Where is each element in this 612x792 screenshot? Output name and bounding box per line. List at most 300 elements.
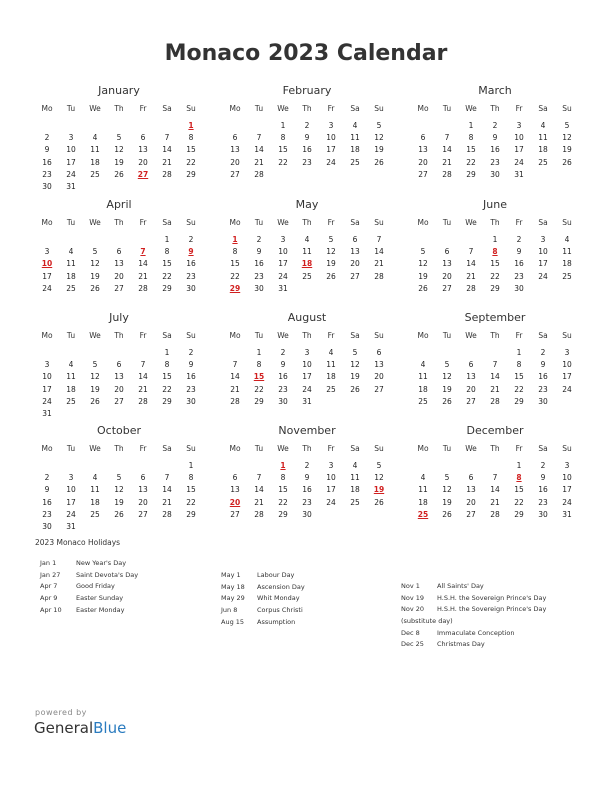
day-cell: 11 <box>562 247 572 257</box>
day-cell: 7 <box>256 473 262 483</box>
day-cell: 31 <box>66 181 76 191</box>
holiday-entry <box>221 582 305 594</box>
day-cell: 31 <box>278 283 288 293</box>
day-cell: 30 <box>186 396 196 406</box>
day-cell: 21 <box>374 259 384 269</box>
day-cell: 22 <box>186 497 196 507</box>
weekday-label: Tu <box>66 218 76 227</box>
week-row <box>411 144 579 156</box>
day-cell: 17 <box>562 485 572 495</box>
weekday-label: Mo <box>417 218 429 227</box>
week-row <box>223 132 391 144</box>
day-cell: 31 <box>514 169 524 179</box>
day-cell <box>555 283 579 295</box>
month-july <box>35 310 203 420</box>
day-cell: 12 <box>562 133 572 143</box>
month-name: June <box>483 198 507 211</box>
holiday-name: New Year's Day <box>76 559 127 567</box>
generalblue-logo[interactable] <box>34 719 126 737</box>
week-row <box>35 472 203 484</box>
day-cell: 27 <box>230 509 240 519</box>
month-august <box>223 310 391 408</box>
day-cell: 17 <box>42 384 52 394</box>
day-cell: 14 <box>138 259 148 269</box>
day-cell: 28 <box>230 396 240 406</box>
day-cell: 20 <box>374 372 384 382</box>
day-cell: 18 <box>418 497 428 507</box>
day-cell: 24 <box>42 283 52 293</box>
weekday-label: Fr <box>327 444 335 453</box>
day-cell: 21 <box>162 497 172 507</box>
day-cell: 30 <box>538 396 548 406</box>
day-cell: 4 <box>540 121 546 130</box>
day-cell: 1 <box>468 121 474 130</box>
day-cell: 22 <box>162 384 172 394</box>
day-cell <box>295 283 319 295</box>
weekday-header <box>223 328 391 343</box>
day-cell: 14 <box>254 485 264 495</box>
day-cell: 16 <box>514 259 524 269</box>
holiday-date: Apr 9 <box>40 594 58 603</box>
day-cell: 14 <box>374 247 384 257</box>
day-cell: 23 <box>42 509 52 519</box>
day-cell: 8 <box>280 133 286 143</box>
day-cell: 27 <box>442 283 452 293</box>
day-cell: 24 <box>538 271 548 281</box>
day-cell <box>155 521 179 533</box>
day-cell: 29 <box>186 169 196 179</box>
day-cell: 26 <box>442 509 452 519</box>
day-cell: 30 <box>514 283 524 293</box>
weekday-label: Th <box>490 331 500 340</box>
day-cell: 24 <box>66 169 76 179</box>
day-cell <box>131 120 155 132</box>
weekday-label: We <box>277 104 289 113</box>
week-row <box>223 484 391 496</box>
day-cell: 9 <box>540 473 546 483</box>
day-cell: 4 <box>304 235 310 244</box>
weekday-label: Fr <box>139 218 147 227</box>
day-cell <box>555 396 579 408</box>
weekday-label: Sa <box>538 104 548 113</box>
day-cell: 1 <box>164 235 170 244</box>
month-name: February <box>282 84 332 97</box>
day-cell <box>411 234 435 246</box>
weekday-header <box>223 441 391 456</box>
holiday-column <box>40 558 138 616</box>
week-row <box>35 246 203 258</box>
day-cell: 16 <box>254 259 264 269</box>
holiday-name: Good Friday <box>76 582 115 591</box>
day-cell <box>107 181 131 193</box>
day-cell: 23 <box>490 157 500 167</box>
day-cell: 18 <box>66 271 76 281</box>
week-row <box>223 396 391 408</box>
holidays-title: 2023 Monaco Holidays <box>35 538 121 547</box>
day-cell: 23 <box>538 497 548 507</box>
weekday-label: Mo <box>41 331 53 340</box>
day-cell: 13 <box>230 485 240 495</box>
day-cell: 4 <box>564 235 570 244</box>
day-cell <box>35 460 59 472</box>
month-name: July <box>109 311 129 324</box>
day-cell: 5 <box>116 133 122 143</box>
day-cell: 10 <box>66 145 76 155</box>
holiday-day-cell: 20 <box>229 497 241 507</box>
weekday-label: Sa <box>162 331 172 340</box>
day-cell <box>319 283 343 295</box>
week-row <box>35 271 203 283</box>
day-cell <box>459 347 483 359</box>
weekday-label: Su <box>562 331 572 340</box>
day-cell <box>59 347 83 359</box>
day-cell: 9 <box>188 360 194 370</box>
holiday-entry <box>221 593 305 605</box>
day-cell: 12 <box>326 247 336 257</box>
day-cell: 1 <box>164 348 170 357</box>
day-cell: 2 <box>188 348 194 357</box>
day-cell: 17 <box>538 259 548 269</box>
week-row <box>35 371 203 383</box>
day-cell: 5 <box>444 360 450 370</box>
day-cell <box>35 234 59 246</box>
day-cell: 23 <box>302 497 312 507</box>
day-cell: 6 <box>116 360 122 370</box>
day-cell: 5 <box>328 235 334 244</box>
day-cell <box>107 347 131 359</box>
month-name: August <box>287 311 327 324</box>
day-cell: 12 <box>374 133 384 143</box>
holiday-name: Labour Day <box>257 571 295 579</box>
day-cell: 11 <box>350 133 360 143</box>
day-cell: 18 <box>66 384 76 394</box>
day-cell: 16 <box>302 145 312 155</box>
day-cell <box>271 169 295 181</box>
day-cell: 2 <box>304 461 310 470</box>
day-cell: 28 <box>162 169 172 179</box>
day-cell: 22 <box>514 384 524 394</box>
day-cell: 23 <box>514 271 524 281</box>
day-cell: 6 <box>352 235 358 244</box>
day-cell: 23 <box>186 384 196 394</box>
day-cell: 21 <box>162 157 172 167</box>
day-cell <box>83 234 107 246</box>
day-cell: 17 <box>302 372 312 382</box>
day-cell: 4 <box>352 461 358 470</box>
day-cell: 7 <box>376 235 382 244</box>
day-cell: 2 <box>304 121 310 130</box>
day-cell: 15 <box>466 145 476 155</box>
day-cell: 29 <box>186 509 196 519</box>
weekday-label: Fr <box>139 444 147 453</box>
day-cell: 4 <box>92 473 98 483</box>
day-cell: 18 <box>562 259 572 269</box>
day-cell: 31 <box>42 408 52 418</box>
day-cell: 7 <box>256 133 262 143</box>
weekday-label: Th <box>490 218 500 227</box>
day-cell: 27 <box>230 169 240 179</box>
day-cell: 22 <box>490 271 500 281</box>
day-cell: 16 <box>302 485 312 495</box>
day-cell: 30 <box>278 396 288 406</box>
day-cell: 12 <box>442 485 452 495</box>
week-row <box>223 472 391 484</box>
day-cell: 2 <box>256 235 262 244</box>
day-cell <box>83 521 107 533</box>
day-cell: 22 <box>514 497 524 507</box>
day-cell: 5 <box>376 121 382 130</box>
day-cell: 8 <box>516 360 522 370</box>
day-cell: 21 <box>138 384 148 394</box>
day-cell: 17 <box>326 485 336 495</box>
holiday-note: (substitute day) <box>401 617 453 626</box>
holiday-day-cell: 27 <box>137 169 149 179</box>
day-cell: 21 <box>254 157 264 167</box>
day-cell: 26 <box>90 283 100 293</box>
day-cell: 27 <box>350 271 360 281</box>
day-cell: 2 <box>44 473 50 483</box>
day-cell: 27 <box>114 283 124 293</box>
day-cell <box>59 234 83 246</box>
day-cell: 3 <box>68 473 74 483</box>
holiday-entry <box>221 617 305 629</box>
holiday-day-cell: 8 <box>492 247 498 257</box>
week-row <box>223 271 391 283</box>
day-cell: 22 <box>230 271 240 281</box>
day-cell <box>531 169 555 181</box>
weekday-header <box>223 101 391 116</box>
weekday-header <box>411 328 579 343</box>
weekday-label: Sa <box>350 444 360 453</box>
weekday-label: Mo <box>417 444 429 453</box>
weekday-label: Su <box>186 331 196 340</box>
day-cell: 20 <box>114 271 124 281</box>
day-cell: 10 <box>326 473 336 483</box>
weekday-label: We <box>89 444 101 453</box>
day-cell: 24 <box>302 384 312 394</box>
week-row <box>35 234 203 246</box>
month-name: January <box>98 84 140 97</box>
day-cell <box>367 283 391 295</box>
weekday-label: Su <box>374 444 384 453</box>
week-row <box>35 497 203 509</box>
day-cell <box>367 509 391 521</box>
day-cell <box>35 120 59 132</box>
day-cell: 25 <box>66 396 76 406</box>
day-cell: 27 <box>374 384 384 394</box>
holiday-entry <box>221 605 305 617</box>
day-cell: 22 <box>278 497 288 507</box>
holiday-column <box>401 581 546 651</box>
day-cell <box>435 120 459 132</box>
holiday-entry <box>40 570 138 582</box>
day-cell: 12 <box>114 145 124 155</box>
day-cell: 18 <box>350 145 360 155</box>
holiday-date: May 18 <box>221 582 245 591</box>
day-cell <box>107 120 131 132</box>
day-cell: 25 <box>562 271 572 281</box>
day-cell <box>459 460 483 472</box>
day-cell: 29 <box>490 283 500 293</box>
day-cell <box>155 460 179 472</box>
day-cell <box>555 169 579 181</box>
day-cell: 14 <box>466 259 476 269</box>
weekday-header <box>411 441 579 456</box>
day-cell: 17 <box>514 145 524 155</box>
day-cell: 6 <box>376 348 382 357</box>
day-cell: 20 <box>466 384 476 394</box>
holiday-entry <box>40 558 138 570</box>
day-cell: 26 <box>326 271 336 281</box>
week-row <box>411 246 579 258</box>
day-cell: 31 <box>562 509 572 519</box>
day-cell: 11 <box>538 133 548 143</box>
day-cell: 26 <box>90 396 100 406</box>
day-cell: 20 <box>138 497 148 507</box>
day-cell: 14 <box>138 372 148 382</box>
holiday-date: Dec 25 <box>401 640 424 649</box>
day-cell <box>179 521 203 533</box>
week-row <box>411 359 579 371</box>
month-february <box>223 83 391 181</box>
day-cell: 21 <box>230 384 240 394</box>
day-cell: 19 <box>90 271 100 281</box>
day-cell <box>411 347 435 359</box>
day-cell: 2 <box>492 121 498 130</box>
day-cell: 10 <box>562 473 572 483</box>
weekday-label: Mo <box>229 444 241 453</box>
holiday-day-cell: 18 <box>301 259 313 269</box>
week-row <box>223 234 391 246</box>
day-cell: 13 <box>230 145 240 155</box>
day-cell <box>435 460 459 472</box>
weekday-label: Tu <box>66 444 76 453</box>
day-cell <box>83 460 107 472</box>
week-row <box>35 408 203 420</box>
week-row <box>411 169 579 181</box>
brand-blue: Blue <box>93 719 127 737</box>
day-cell: 18 <box>418 384 428 394</box>
day-cell: 24 <box>278 271 288 281</box>
day-cell: 13 <box>138 145 148 155</box>
day-cell: 15 <box>186 145 196 155</box>
day-cell: 22 <box>278 157 288 167</box>
week-row <box>35 157 203 169</box>
weekday-label: We <box>277 444 289 453</box>
day-cell: 3 <box>68 133 74 143</box>
day-cell: 21 <box>490 384 500 394</box>
day-cell: 22 <box>254 384 264 394</box>
month-november <box>223 423 391 521</box>
day-cell: 21 <box>490 497 500 507</box>
day-cell: 23 <box>42 169 52 179</box>
weekday-label: Mo <box>41 104 53 113</box>
day-cell: 31 <box>302 396 312 406</box>
day-cell: 20 <box>230 157 240 167</box>
holiday-name: Corpus Christi <box>257 606 303 615</box>
holiday-day-cell: 8 <box>516 473 522 483</box>
day-cell: 24 <box>326 497 336 507</box>
day-cell: 5 <box>444 473 450 483</box>
month-april <box>35 197 203 295</box>
holiday-date: May 1 <box>221 571 241 579</box>
week-row <box>35 521 203 533</box>
day-cell: 28 <box>374 271 384 281</box>
week-row <box>35 258 203 270</box>
day-cell: 1 <box>516 461 522 470</box>
weekday-label: Th <box>114 444 124 453</box>
page-title: Monaco 2023 Calendar <box>164 41 448 66</box>
day-cell: 4 <box>420 360 426 370</box>
week-row <box>35 396 203 408</box>
day-cell: 10 <box>278 247 288 257</box>
day-cell: 15 <box>514 485 524 495</box>
day-cell: 17 <box>42 271 52 281</box>
day-cell: 17 <box>326 145 336 155</box>
day-cell: 9 <box>540 360 546 370</box>
day-cell: 3 <box>44 360 50 370</box>
day-cell: 12 <box>442 372 452 382</box>
day-cell <box>223 347 247 359</box>
month-name: November <box>278 424 336 437</box>
day-cell: 7 <box>492 473 498 483</box>
day-cell: 30 <box>186 283 196 293</box>
day-cell: 15 <box>162 372 172 382</box>
day-cell: 21 <box>466 271 476 281</box>
day-cell: 27 <box>418 169 428 179</box>
day-cell: 19 <box>374 145 384 155</box>
day-cell: 8 <box>256 360 262 370</box>
day-cell: 17 <box>278 259 288 269</box>
day-cell: 27 <box>466 509 476 519</box>
day-cell: 29 <box>254 396 264 406</box>
day-cell: 6 <box>232 133 238 143</box>
day-cell: 23 <box>186 271 196 281</box>
day-cell: 28 <box>254 169 264 179</box>
day-cell: 2 <box>540 461 546 470</box>
weekday-label: Sa <box>162 444 172 453</box>
weekday-label: Su <box>186 104 196 113</box>
week-row <box>411 497 579 509</box>
weekday-label: Fr <box>327 218 335 227</box>
week-row <box>35 347 203 359</box>
weekday-label: Th <box>114 104 124 113</box>
weekday-label: Su <box>186 218 196 227</box>
holiday-name: Easter Sunday <box>76 594 124 603</box>
day-cell: 4 <box>328 348 334 357</box>
day-cell <box>411 460 435 472</box>
week-row <box>223 144 391 156</box>
day-cell: 10 <box>538 247 548 257</box>
weekday-label: Mo <box>417 104 429 113</box>
day-cell <box>367 396 391 408</box>
week-row <box>223 120 391 132</box>
day-cell <box>179 181 203 193</box>
day-cell <box>483 347 507 359</box>
day-cell: 7 <box>232 360 238 370</box>
week-row <box>411 396 579 408</box>
weekday-label: Th <box>490 104 500 113</box>
day-cell: 24 <box>326 157 336 167</box>
weekday-label: Sa <box>350 218 360 227</box>
day-cell: 20 <box>138 157 148 167</box>
day-cell <box>223 120 247 132</box>
weekday-label: Su <box>374 218 384 227</box>
day-cell: 19 <box>442 497 452 507</box>
weekday-label: Su <box>374 104 384 113</box>
holiday-day-cell: 15 <box>253 372 265 382</box>
day-cell: 24 <box>66 509 76 519</box>
